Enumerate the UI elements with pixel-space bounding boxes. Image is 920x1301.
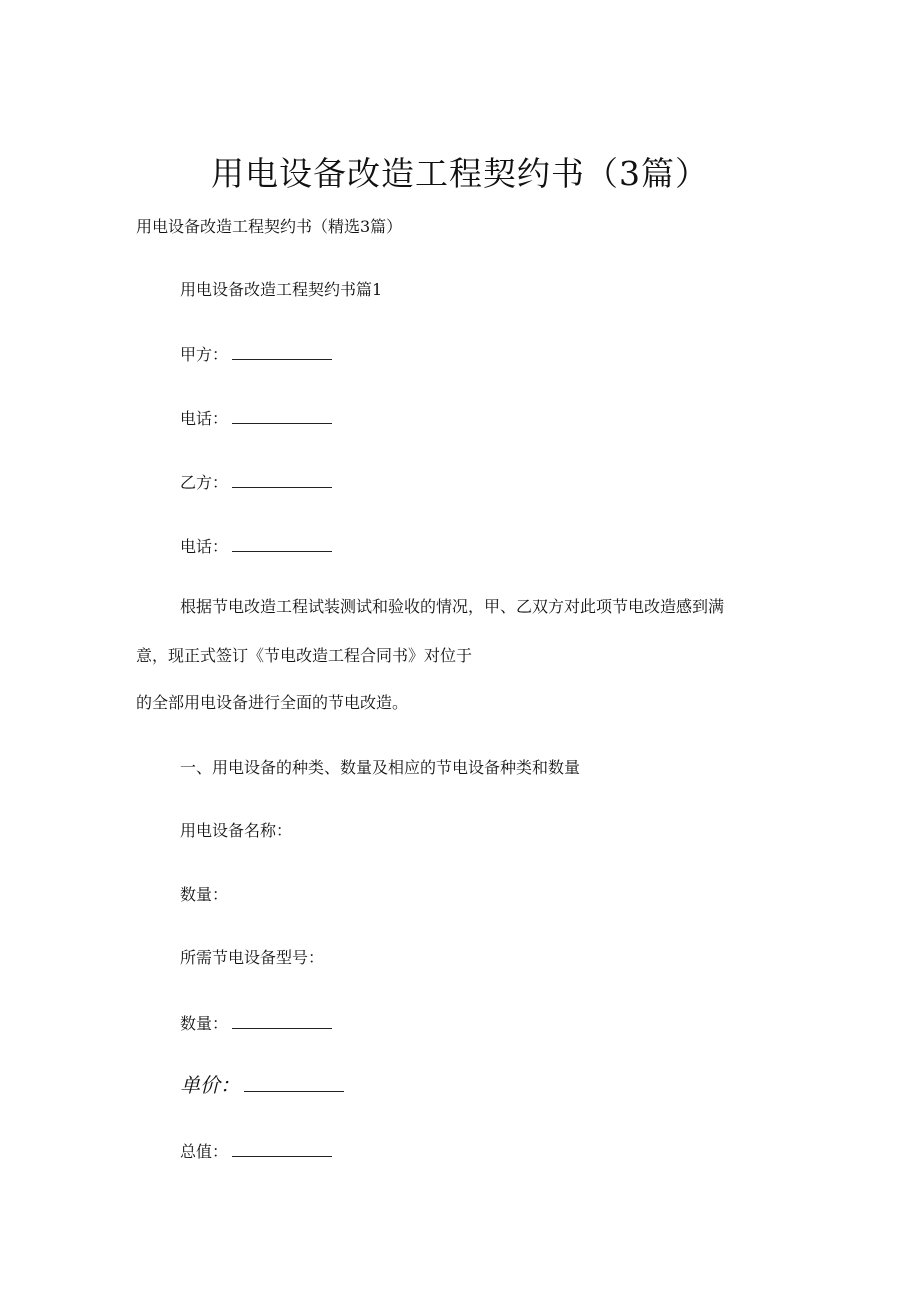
unit-price-blank <box>244 1077 344 1092</box>
device-name-label: 用电设备名称： <box>180 821 293 840</box>
party-a-label: 甲方： <box>180 345 229 364</box>
paragraph-line-2: 意，现正式签订《节电改造工程合同书》对位于 <box>136 646 473 665</box>
unit-price-label: 单价： <box>180 1073 240 1097</box>
total-value-row <box>180 1142 332 1160</box>
total-value-label: 总值： <box>180 1142 229 1161</box>
model-label: 所需节电设备型号： <box>180 948 325 967</box>
total-value-blank <box>232 1142 332 1157</box>
party-a-phone-row <box>180 409 332 427</box>
party-b-blank <box>232 473 332 488</box>
section-heading: 用电设备改造工程契约书篇1 <box>180 280 383 299</box>
party-b-label: 乙方： <box>180 473 229 492</box>
party-a-phone-blank <box>232 409 332 424</box>
party-b-row <box>180 473 332 491</box>
party-b-phone-label: 电话： <box>180 537 229 556</box>
clause-one-heading: 一、用电设备的种类、数量及相应的节电设备种类和数量 <box>180 758 581 777</box>
party-b-phone-row <box>180 537 332 555</box>
unit-price-row <box>180 1075 344 1095</box>
party-a-blank <box>232 345 332 360</box>
paragraph-line-3: 的全部用电设备进行全面的节电改造。 <box>136 693 409 712</box>
quantity-blank-2 <box>232 1014 332 1029</box>
party-a-row <box>180 345 332 363</box>
party-a-phone-label: 电话： <box>180 409 229 428</box>
party-b-phone-blank <box>232 537 332 552</box>
document-title: 用电设备改造工程契约书（3篇） <box>211 154 709 193</box>
quantity-row-2 <box>180 1014 332 1032</box>
paragraph-line-1: 根据节电改造工程试装测试和验收的情况，甲、乙双方对此项节电改造感到满 <box>180 597 725 616</box>
quantity-label-1: 数量： <box>180 885 229 904</box>
document-subtitle: 用电设备改造工程契约书（精选3篇） <box>136 217 403 236</box>
quantity-label-2: 数量： <box>180 1014 229 1033</box>
